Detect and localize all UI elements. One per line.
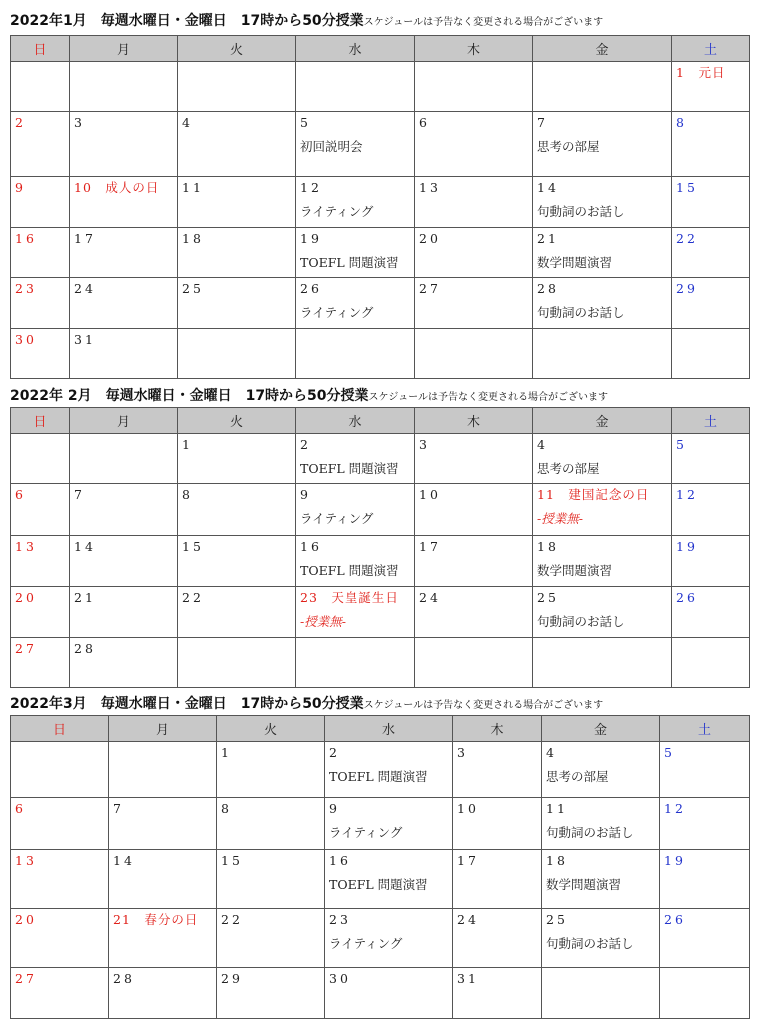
no-class-note: -授業無- bbox=[300, 614, 346, 629]
week-row bbox=[11, 909, 750, 968]
day-number: 21 bbox=[537, 231, 559, 246]
lesson-name: 句動詞のお話し bbox=[537, 305, 625, 320]
day-cell bbox=[453, 909, 542, 968]
lesson-name: TOEFL 問題演習 bbox=[300, 461, 399, 476]
weekday-header-sat: 土 bbox=[660, 716, 750, 742]
weekday-header-mon: 月 bbox=[70, 408, 178, 434]
lesson-name: TOEFL 問題演習 bbox=[300, 255, 399, 270]
week-row bbox=[11, 742, 750, 798]
day-cell bbox=[660, 798, 750, 850]
empty-cell bbox=[178, 62, 296, 112]
empty-cell bbox=[70, 62, 178, 112]
day-number: 13 bbox=[15, 539, 37, 554]
day-cell bbox=[542, 798, 660, 850]
day-number: 27 bbox=[419, 281, 441, 296]
day-cell bbox=[11, 798, 109, 850]
day-number: 6 bbox=[15, 487, 26, 502]
day-number: 10 bbox=[419, 487, 441, 502]
calendar-january bbox=[10, 35, 750, 379]
lesson-name: 数学問題演習 bbox=[546, 877, 622, 892]
schedule-note: スケジュールは予告なく変更される場合がございます bbox=[363, 17, 604, 28]
day-cell bbox=[325, 798, 453, 850]
lesson-name: 句動詞のお話し bbox=[537, 614, 625, 629]
day-number: 13 bbox=[15, 853, 37, 868]
month-title-text: 2022年3月 毎週水曜日・金曜日 17時から50分授業 bbox=[10, 696, 364, 712]
day-number: 16 bbox=[15, 231, 37, 246]
day-cell bbox=[672, 62, 750, 112]
empty-cell bbox=[660, 968, 750, 1019]
day-cell bbox=[660, 742, 750, 798]
weekday-header-tue: 火 bbox=[178, 408, 296, 434]
day-number: 8 bbox=[676, 115, 687, 130]
day-cell bbox=[11, 968, 109, 1019]
holiday-label: 21 春分の日 bbox=[113, 912, 199, 927]
day-number: 3 bbox=[74, 115, 85, 130]
lesson-name: 数学問題演習 bbox=[537, 255, 613, 270]
day-cell bbox=[453, 798, 542, 850]
day-number: 8 bbox=[182, 487, 193, 502]
day-cell bbox=[533, 484, 672, 536]
day-number: 14 bbox=[113, 853, 135, 868]
day-number: 13 bbox=[419, 180, 441, 195]
day-cell bbox=[672, 484, 750, 536]
day-cell bbox=[11, 329, 70, 379]
weekday-header-thu: 木 bbox=[415, 36, 533, 62]
day-number: 22 bbox=[676, 231, 698, 246]
day-number: 11 bbox=[182, 180, 204, 195]
empty-cell bbox=[178, 329, 296, 379]
day-cell bbox=[178, 484, 296, 536]
day-number: 9 bbox=[300, 487, 311, 502]
day-number: 30 bbox=[15, 332, 37, 347]
day-number: 25 bbox=[546, 912, 568, 927]
day-number: 16 bbox=[329, 853, 351, 868]
month-title-text: 2022年1月 毎週水曜日・金曜日 17時から50分授業 bbox=[10, 13, 364, 29]
day-number: 26 bbox=[664, 912, 686, 927]
day-number: 14 bbox=[537, 180, 559, 195]
day-cell bbox=[70, 177, 178, 228]
day-number: 7 bbox=[113, 801, 124, 816]
day-number: 8 bbox=[221, 801, 232, 816]
week-row bbox=[11, 850, 750, 909]
day-number: 7 bbox=[537, 115, 548, 130]
day-cell bbox=[11, 536, 70, 587]
week-row bbox=[11, 228, 750, 278]
day-number: 23 bbox=[329, 912, 351, 927]
day-cell bbox=[296, 484, 415, 536]
holiday-label: 1 元日 bbox=[676, 65, 726, 80]
day-cell bbox=[533, 112, 672, 177]
weekday-header-sat: 土 bbox=[672, 408, 750, 434]
weekday-header-mon: 月 bbox=[70, 36, 178, 62]
lesson-name: 句動詞のお話し bbox=[537, 204, 625, 219]
week-row bbox=[11, 798, 750, 850]
calendar-body bbox=[11, 62, 750, 379]
day-number: 2 bbox=[329, 745, 340, 760]
day-cell bbox=[415, 177, 533, 228]
day-cell bbox=[217, 742, 325, 798]
day-cell bbox=[70, 484, 178, 536]
day-cell bbox=[415, 484, 533, 536]
week-row bbox=[11, 434, 750, 484]
day-cell bbox=[415, 434, 533, 484]
day-number: 2 bbox=[300, 437, 311, 452]
day-number: 18 bbox=[546, 853, 568, 868]
weekday-header-tue: 火 bbox=[178, 36, 296, 62]
week-row bbox=[11, 638, 750, 688]
week-row bbox=[11, 484, 750, 536]
week-row bbox=[11, 62, 750, 112]
day-number: 20 bbox=[15, 590, 37, 605]
lesson-name: ライティング bbox=[300, 305, 374, 320]
day-cell bbox=[109, 968, 217, 1019]
empty-cell bbox=[178, 638, 296, 688]
month-title-jan bbox=[10, 10, 603, 30]
day-number: 15 bbox=[676, 180, 698, 195]
calendar-body bbox=[11, 742, 750, 1019]
day-number: 28 bbox=[74, 641, 96, 656]
weekday-header-thu: 木 bbox=[453, 716, 542, 742]
day-cell bbox=[672, 177, 750, 228]
day-number: 7 bbox=[74, 487, 85, 502]
day-cell bbox=[672, 278, 750, 329]
day-cell bbox=[178, 228, 296, 278]
weekday-header-sun: 日 bbox=[11, 716, 109, 742]
day-number: 18 bbox=[537, 539, 559, 554]
day-number: 17 bbox=[74, 231, 96, 246]
day-cell bbox=[11, 278, 70, 329]
day-number: 15 bbox=[221, 853, 243, 868]
day-cell bbox=[178, 112, 296, 177]
day-cell bbox=[296, 587, 415, 638]
day-cell bbox=[296, 177, 415, 228]
day-number: 18 bbox=[182, 231, 204, 246]
day-cell bbox=[415, 278, 533, 329]
day-cell bbox=[672, 536, 750, 587]
lesson-name: 句動詞のお話し bbox=[546, 825, 634, 840]
day-cell bbox=[70, 638, 178, 688]
day-cell bbox=[109, 850, 217, 909]
calendar-body bbox=[11, 434, 750, 688]
day-cell bbox=[70, 228, 178, 278]
day-cell bbox=[542, 909, 660, 968]
day-cell bbox=[296, 434, 415, 484]
empty-cell bbox=[11, 434, 70, 484]
weekday-header-sat: 土 bbox=[672, 36, 750, 62]
day-number: 21 bbox=[74, 590, 96, 605]
day-cell bbox=[178, 536, 296, 587]
lesson-name: 句動詞のお話し bbox=[546, 936, 634, 951]
empty-cell bbox=[415, 638, 533, 688]
day-cell bbox=[217, 850, 325, 909]
day-number: 12 bbox=[300, 180, 322, 195]
day-number: 9 bbox=[15, 180, 26, 195]
day-cell bbox=[217, 968, 325, 1019]
day-cell bbox=[415, 112, 533, 177]
weekday-header-wed: 水 bbox=[325, 716, 453, 742]
day-number: 5 bbox=[300, 115, 311, 130]
empty-cell bbox=[11, 62, 70, 112]
day-number: 5 bbox=[676, 437, 687, 452]
day-number: 15 bbox=[182, 539, 204, 554]
day-number: 23 bbox=[15, 281, 37, 296]
day-number: 1 bbox=[221, 745, 232, 760]
day-number: 19 bbox=[300, 231, 322, 246]
weekday-header-fri: 金 bbox=[533, 36, 672, 62]
day-number: 31 bbox=[74, 332, 96, 347]
day-number: 12 bbox=[664, 801, 686, 816]
day-cell bbox=[70, 536, 178, 587]
day-cell bbox=[178, 278, 296, 329]
weekday-header-tue: 火 bbox=[217, 716, 325, 742]
day-cell bbox=[296, 278, 415, 329]
day-cell bbox=[178, 177, 296, 228]
day-cell bbox=[11, 228, 70, 278]
day-cell bbox=[178, 587, 296, 638]
day-number: 22 bbox=[182, 590, 204, 605]
day-number: 2 bbox=[15, 115, 26, 130]
day-number: 17 bbox=[419, 539, 441, 554]
lesson-name: 思考の部屋 bbox=[537, 139, 600, 154]
day-number: 19 bbox=[676, 539, 698, 554]
day-number: 28 bbox=[113, 971, 135, 986]
day-cell bbox=[11, 850, 109, 909]
lesson-name: ライティング bbox=[329, 936, 403, 951]
holiday-label: 23 天皇誕生日 bbox=[300, 590, 399, 605]
day-cell bbox=[533, 536, 672, 587]
day-cell bbox=[533, 278, 672, 329]
day-cell bbox=[660, 909, 750, 968]
calendar-march bbox=[10, 715, 750, 1019]
weekday-header-fri: 金 bbox=[542, 716, 660, 742]
day-number: 26 bbox=[300, 281, 322, 296]
day-number: 25 bbox=[537, 590, 559, 605]
empty-cell bbox=[296, 329, 415, 379]
day-cell bbox=[453, 742, 542, 798]
empty-cell bbox=[296, 638, 415, 688]
day-cell bbox=[453, 850, 542, 909]
weekday-header-thu: 木 bbox=[415, 408, 533, 434]
day-number: 30 bbox=[329, 971, 351, 986]
day-cell bbox=[296, 536, 415, 587]
day-number: 17 bbox=[457, 853, 479, 868]
empty-cell bbox=[672, 329, 750, 379]
lesson-name: 数学問題演習 bbox=[537, 563, 613, 578]
day-cell bbox=[217, 909, 325, 968]
schedule-note: スケジュールは予告なく変更される場合がございます bbox=[363, 700, 604, 711]
day-number: 27 bbox=[15, 641, 37, 656]
week-row bbox=[11, 177, 750, 228]
day-number: 27 bbox=[15, 971, 37, 986]
day-cell bbox=[325, 968, 453, 1019]
day-number: 28 bbox=[537, 281, 559, 296]
day-cell bbox=[325, 850, 453, 909]
day-number: 19 bbox=[664, 853, 686, 868]
empty-cell bbox=[11, 742, 109, 798]
day-cell bbox=[109, 909, 217, 968]
schedule-note: スケジュールは予告なく変更される場合がございます bbox=[368, 392, 608, 403]
no-class-note: -授業無- bbox=[537, 511, 583, 526]
weekday-header-sun: 日 bbox=[11, 36, 70, 62]
day-cell bbox=[296, 228, 415, 278]
day-number: 3 bbox=[419, 437, 430, 452]
week-row bbox=[11, 278, 750, 329]
day-number: 3 bbox=[457, 745, 468, 760]
week-row bbox=[11, 329, 750, 379]
day-number: 22 bbox=[221, 912, 243, 927]
day-cell bbox=[533, 177, 672, 228]
holiday-label: 11 建国記念の日 bbox=[537, 487, 650, 502]
day-number: 10 bbox=[457, 801, 479, 816]
empty-cell bbox=[70, 434, 178, 484]
day-cell bbox=[70, 112, 178, 177]
day-number: 20 bbox=[419, 231, 441, 246]
lesson-name: 思考の部屋 bbox=[546, 769, 609, 784]
holiday-label: 10 成人の日 bbox=[74, 180, 160, 195]
month-title-feb bbox=[10, 385, 608, 405]
day-cell bbox=[11, 638, 70, 688]
day-cell bbox=[325, 742, 453, 798]
day-number: 14 bbox=[74, 539, 96, 554]
day-cell bbox=[533, 434, 672, 484]
day-cell bbox=[296, 112, 415, 177]
lesson-name: TOEFL 問題演習 bbox=[329, 877, 428, 892]
weekday-header-row bbox=[11, 36, 750, 62]
day-number: 25 bbox=[182, 281, 204, 296]
lesson-name: ライティング bbox=[300, 204, 374, 219]
day-number: 5 bbox=[664, 745, 675, 760]
day-number: 16 bbox=[300, 539, 322, 554]
day-cell bbox=[542, 850, 660, 909]
week-row bbox=[11, 968, 750, 1019]
weekday-header-wed: 水 bbox=[296, 408, 415, 434]
day-number: 24 bbox=[74, 281, 96, 296]
weekday-header-wed: 水 bbox=[296, 36, 415, 62]
day-cell bbox=[70, 278, 178, 329]
day-number: 6 bbox=[419, 115, 430, 130]
day-cell bbox=[542, 742, 660, 798]
day-cell bbox=[672, 228, 750, 278]
month-title-mar bbox=[10, 693, 603, 713]
day-number: 29 bbox=[676, 281, 698, 296]
day-cell bbox=[11, 112, 70, 177]
lesson-name: TOEFL 問題演習 bbox=[329, 769, 428, 784]
day-cell bbox=[533, 587, 672, 638]
day-cell bbox=[11, 484, 70, 536]
day-cell bbox=[672, 587, 750, 638]
calendar-february bbox=[10, 407, 750, 688]
day-cell bbox=[415, 587, 533, 638]
day-number: 12 bbox=[676, 487, 698, 502]
lesson-name: 思考の部屋 bbox=[537, 461, 600, 476]
week-row bbox=[11, 536, 750, 587]
day-cell bbox=[325, 909, 453, 968]
day-cell bbox=[11, 587, 70, 638]
day-number: 31 bbox=[457, 971, 479, 986]
day-number: 24 bbox=[419, 590, 441, 605]
day-number: 4 bbox=[182, 115, 193, 130]
day-number: 20 bbox=[15, 912, 37, 927]
lesson-name: ライティング bbox=[329, 825, 403, 840]
day-cell bbox=[109, 798, 217, 850]
empty-cell bbox=[533, 638, 672, 688]
day-cell bbox=[11, 909, 109, 968]
lesson-name: 初回説明会 bbox=[300, 139, 363, 154]
empty-cell bbox=[533, 329, 672, 379]
weekday-header-fri: 金 bbox=[533, 408, 672, 434]
day-number: 4 bbox=[546, 745, 557, 760]
day-number: 29 bbox=[221, 971, 243, 986]
empty-cell bbox=[415, 329, 533, 379]
day-cell bbox=[11, 177, 70, 228]
empty-cell bbox=[109, 742, 217, 798]
empty-cell bbox=[296, 62, 415, 112]
day-cell bbox=[672, 434, 750, 484]
week-row bbox=[11, 587, 750, 638]
day-number: 9 bbox=[329, 801, 340, 816]
empty-cell bbox=[415, 62, 533, 112]
empty-cell bbox=[542, 968, 660, 1019]
day-number: 24 bbox=[457, 912, 479, 927]
weekday-header-row bbox=[11, 716, 750, 742]
day-cell bbox=[453, 968, 542, 1019]
day-cell bbox=[415, 536, 533, 587]
day-cell bbox=[178, 434, 296, 484]
lesson-name: ライティング bbox=[300, 511, 374, 526]
weekday-header-mon: 月 bbox=[109, 716, 217, 742]
day-number: 6 bbox=[15, 801, 26, 816]
weekday-header-row bbox=[11, 408, 750, 434]
day-cell bbox=[70, 587, 178, 638]
day-number: 26 bbox=[676, 590, 698, 605]
day-number: 11 bbox=[546, 801, 568, 816]
day-number: 1 bbox=[182, 437, 193, 452]
weekday-header-sun: 日 bbox=[11, 408, 70, 434]
empty-cell bbox=[672, 638, 750, 688]
lesson-name: TOEFL 問題演習 bbox=[300, 563, 399, 578]
day-number: 4 bbox=[537, 437, 548, 452]
day-cell bbox=[415, 228, 533, 278]
day-cell bbox=[217, 798, 325, 850]
empty-cell bbox=[533, 62, 672, 112]
month-title-text: 2022年 2月 毎週水曜日・金曜日 17時から50分授業 bbox=[10, 388, 369, 404]
day-cell bbox=[660, 850, 750, 909]
day-cell bbox=[533, 228, 672, 278]
day-cell bbox=[70, 329, 178, 379]
week-row bbox=[11, 112, 750, 177]
day-cell bbox=[672, 112, 750, 177]
